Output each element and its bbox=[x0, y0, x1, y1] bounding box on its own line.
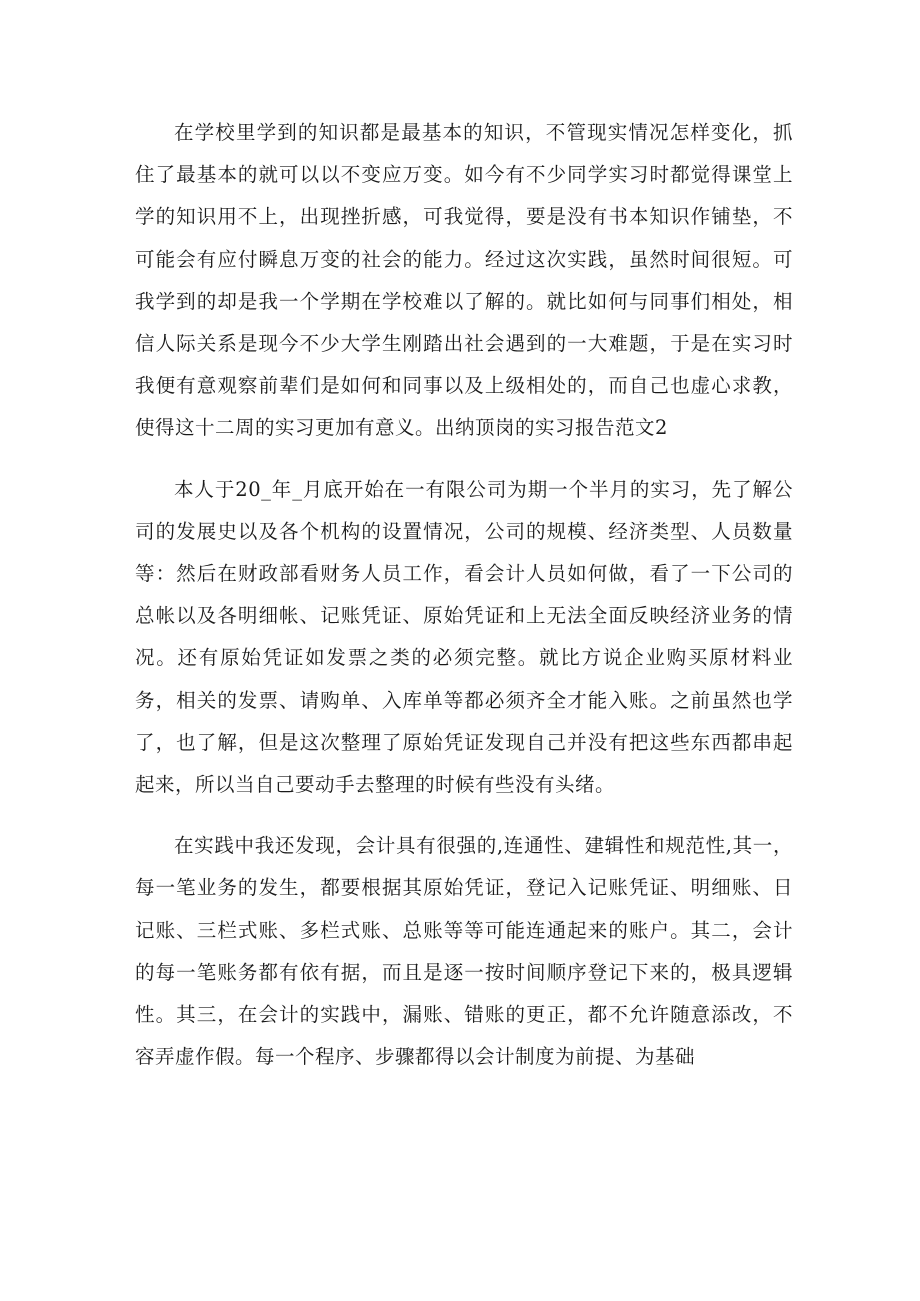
document-page bbox=[135, 112, 793, 1078]
paragraph-3: 在实践中我还发现，会计具有很强的,连通性、建辑性和规范性,其一，每一笔业务的发生，都要根据其原始凭证，登记入记账凭证、明细账、日记账、三栏式账、多栏式账、总账等等可能连通起来的账户。其二，会计的每一笔账务都有依有据，而且是逐一按时间顺序登记下来的，极具逻辑性。其三，在会计的实践中，漏账、错账的更正，都不允许随意添改，不容弄虚作假。每一个程序、步骤都得以会计制度为前提、为基础 bbox=[135, 834, 793, 1069]
paragraph-2: 本人于20_年_月底开始在一有限公司为期一个半月的实习，先了解公司的发展史以及各个机构的设置情况，公司的规模、经济类型、人员数量等：然后在财政部看财务人员工作，看会计人员如何做，看了一下公司的总帐以及各明细帐、记账凭证、原始凭证和上无法全面反映经济业务的情况。还有原始凭证如发票之类的必须完整。就比方说企业购买原材料业务，相关的发票、请购单、入库单等都必须齐全才能入账。之前虽然也学了，也了解，但是这次整理了原始凭证发现自己并没有把这些东西都串起起来，所以当自己要动手去整理的时候有些没有头绪。 bbox=[135, 477, 793, 797]
paragraph-1: 在学校里学到的知识都是最基本的知识，不管现实情况怎样变化，抓住了最基本的就可以以不变应万变。如今有不少同学实习时都觉得课堂上学的知识用不上，出现挫折感，可我觉得，要是没有书本知识作铺垫，不可能会有应付瞬息万变的社会的能力。经过这次实践，虽然时间很短。可我学到的却是我一个学期在学校难以了解的。就比如何与同事们相处，相信人际关系是现今不少大学生刚踏出社会遇到的一大难题，于是在实习时我便有意观察前辈们是如何和同事以及上级相处的，而自己也虚心求教，使得这十二周的实习更加有意义。出纳顶岗的实习报告范文2 bbox=[135, 121, 793, 440]
